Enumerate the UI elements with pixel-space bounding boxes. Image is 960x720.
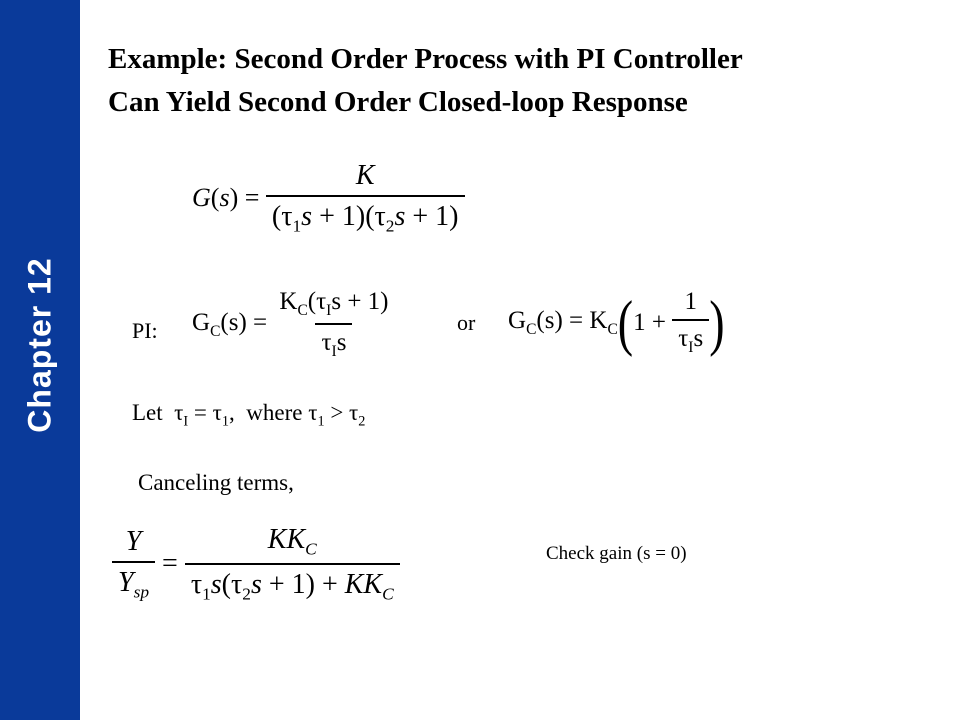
- or-label: or: [457, 310, 476, 335]
- title-line-1: Example: Second Order Process with PI Controller: [108, 43, 743, 75]
- pi-controller-form-1: $G_C(s)$ = $\frac{K_C(\tau_Is + 1)}{\tau_Is}$: [192, 288, 389, 360]
- process-transfer-function: G(s) = $\frac{K}{(\tau_1s + 1)(\tau_2s + 1)}$: [192, 160, 465, 237]
- title-line-2: Can Yield Second Order Closed-loop Response: [108, 86, 688, 118]
- pi-label: PI:: [132, 318, 158, 343]
- chapter-label: Chapter 12: [21, 257, 58, 433]
- where-label: where: [246, 400, 303, 425]
- chapter-sidebar: [0, 0, 80, 720]
- canceling-terms-label: Canceling terms,: [138, 470, 294, 495]
- let-condition: Let $\tau_I = \tau_1$, where $\tau_1 > \tau_2$: [132, 400, 366, 430]
- slide-title: [108, 38, 938, 124]
- let-label: Let: [132, 400, 163, 425]
- check-gain-note: Check gain (s = 0): [546, 543, 687, 564]
- closed-loop-transfer-function: $\frac{Y}{Y_{sp}}$ = $\frac{KK_C}{\tau_1s(\tau_2s + 1) + KK_C}$: [112, 524, 400, 604]
- pi-controller-form-2: $G_C(s) = K_C$ ( 1 + $\frac{1}{\tau_Is}$ ): [508, 287, 725, 357]
